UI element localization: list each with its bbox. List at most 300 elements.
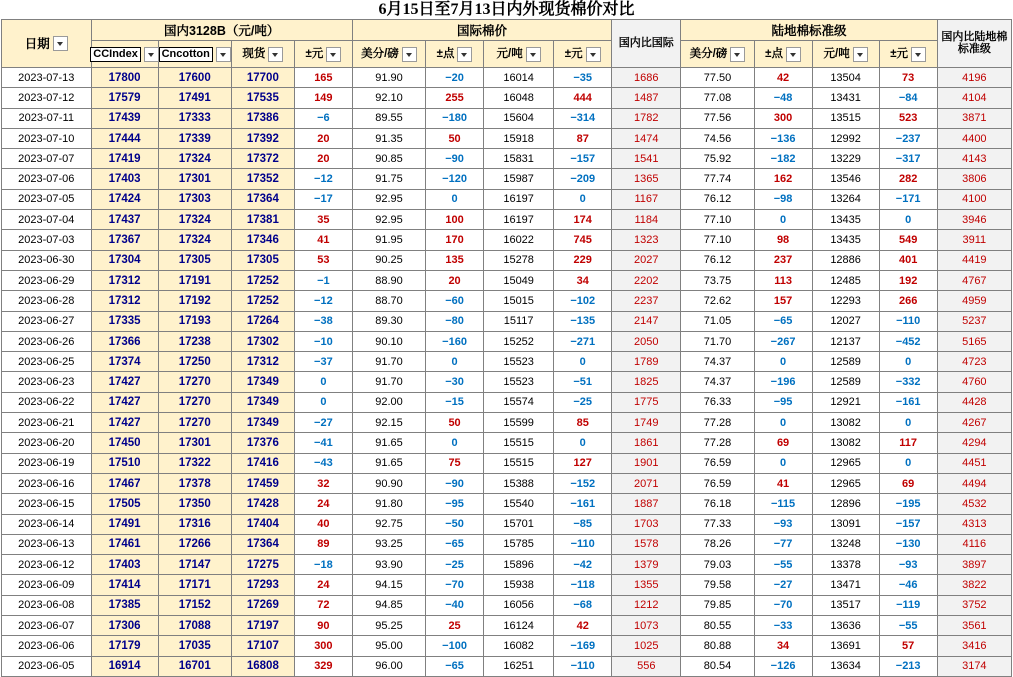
header-delta-point-1-label: ±点 xyxy=(436,48,455,60)
header-cents-lb-2[interactable] xyxy=(681,41,754,68)
header-ratio-domestic-land xyxy=(937,20,1011,68)
cell-ratio-domestic-intl: 1887 xyxy=(612,494,681,514)
table-row xyxy=(2,108,1012,128)
cell-cents-lb-2: 76.18 xyxy=(681,494,754,514)
cell-cncotton: 17270 xyxy=(158,413,231,433)
cell-delta-yuan-3: 266 xyxy=(879,291,937,311)
header-delta-yuan-1-label: ±元 xyxy=(305,48,324,60)
filter-dropdown-icon[interactable] xyxy=(586,47,601,62)
cell-ccindex: 17414 xyxy=(91,575,158,595)
cell-cents-lb-1: 93.25 xyxy=(352,534,425,554)
cell-cncotton: 17316 xyxy=(158,514,231,534)
cell-delta-yuan-2: −209 xyxy=(554,169,612,189)
cell-yuan-ton-1: 15918 xyxy=(484,128,554,148)
cell-ratio-domestic-intl: 1861 xyxy=(612,433,681,453)
cell-ratio-domestic-land: 4760 xyxy=(937,372,1011,392)
cell-delta-point-1: −25 xyxy=(426,555,484,575)
filter-dropdown-icon[interactable] xyxy=(457,47,472,62)
cell-delta-yuan-3: −110 xyxy=(879,311,937,331)
cell-yuan-ton-1: 15785 xyxy=(484,534,554,554)
table-row xyxy=(2,189,1012,209)
cell-cents-lb-1: 91.65 xyxy=(352,453,425,473)
cell-delta-yuan-2: 174 xyxy=(554,210,612,230)
cell-yuan-ton-1: 16082 xyxy=(484,636,554,656)
cell-cents-lb-2: 80.88 xyxy=(681,636,754,656)
cell-cents-lb-2: 75.92 xyxy=(681,149,754,169)
cell-delta-point-1: 25 xyxy=(426,616,484,636)
header-date[interactable] xyxy=(2,20,92,68)
cell-delta-point-2: 0 xyxy=(754,453,812,473)
cell-ratio-domestic-land: 3561 xyxy=(937,616,1011,636)
cell-ratio-domestic-intl: 1789 xyxy=(612,352,681,372)
table-row xyxy=(2,555,1012,575)
cell-ratio-domestic-intl: 1686 xyxy=(612,68,681,88)
cell-cncotton: 17238 xyxy=(158,331,231,351)
cell-delta-yuan-3: 523 xyxy=(879,108,937,128)
cell-yuan-ton-1: 15015 xyxy=(484,291,554,311)
cell-ccindex: 17461 xyxy=(91,534,158,554)
cell-delta-yuan-1: −6 xyxy=(294,108,352,128)
cell-yuan-ton-1: 16056 xyxy=(484,595,554,615)
cell-date: 2023-06-12 xyxy=(2,555,92,575)
cell-delta-yuan-1: 149 xyxy=(294,88,352,108)
cell-delta-point-2: −55 xyxy=(754,555,812,575)
cell-delta-yuan-1: 0 xyxy=(294,372,352,392)
header-date-label: 日期 xyxy=(24,36,50,51)
cell-delta-yuan-3: 0 xyxy=(879,453,937,473)
cell-date: 2023-06-20 xyxy=(2,433,92,453)
cell-cents-lb-1: 90.10 xyxy=(352,331,425,351)
cell-ccindex: 17467 xyxy=(91,473,158,493)
cell-delta-point-1: 75 xyxy=(426,453,484,473)
cell-ratio-domestic-land: 3911 xyxy=(937,230,1011,250)
cell-ccindex: 17437 xyxy=(91,210,158,230)
cell-date: 2023-06-05 xyxy=(2,656,92,676)
cell-yuan-ton-1: 15574 xyxy=(484,392,554,412)
header-yuan-ton-2[interactable] xyxy=(812,41,879,68)
cell-delta-yuan-2: 444 xyxy=(554,88,612,108)
cell-spot: 17381 xyxy=(231,210,294,230)
cell-yuan-ton-1: 15831 xyxy=(484,149,554,169)
cell-delta-point-2: 34 xyxy=(754,636,812,656)
cell-cncotton: 16701 xyxy=(158,656,231,676)
cell-yuan-ton-1: 15278 xyxy=(484,250,554,270)
cell-delta-yuan-3: 117 xyxy=(879,433,937,453)
cell-delta-yuan-1: 90 xyxy=(294,616,352,636)
cell-delta-yuan-1: 41 xyxy=(294,230,352,250)
cell-ratio-domestic-land: 3416 xyxy=(937,636,1011,656)
table-row xyxy=(2,88,1012,108)
cell-delta-point-2: −136 xyxy=(754,128,812,148)
cell-delta-yuan-3: 69 xyxy=(879,473,937,493)
cell-delta-yuan-1: 0 xyxy=(294,392,352,412)
cell-cncotton: 17270 xyxy=(158,372,231,392)
table-row xyxy=(2,68,1012,88)
cell-date: 2023-07-03 xyxy=(2,230,92,250)
filter-dropdown-icon[interactable] xyxy=(268,47,283,62)
header-ccindex-label: CCIndex xyxy=(90,47,141,62)
header-cents-lb-1[interactable] xyxy=(352,41,425,68)
cell-ratio-domestic-intl: 1025 xyxy=(612,636,681,656)
cell-spot: 17364 xyxy=(231,534,294,554)
cell-delta-yuan-2: −85 xyxy=(554,514,612,534)
cell-cents-lb-1: 90.85 xyxy=(352,149,425,169)
cell-cents-lb-1: 89.55 xyxy=(352,108,425,128)
table-row xyxy=(2,473,1012,493)
header-delta-yuan-3[interactable] xyxy=(879,41,937,68)
header-ratio-domestic-land-label: 国内比陆地棉标准级 xyxy=(941,31,1008,55)
cell-spot: 17312 xyxy=(231,352,294,372)
cell-delta-yuan-2: −161 xyxy=(554,494,612,514)
cell-cents-lb-1: 94.85 xyxy=(352,595,425,615)
cell-cents-lb-2: 78.26 xyxy=(681,534,754,554)
cell-yuan-ton-2: 13517 xyxy=(812,595,879,615)
cell-yuan-ton-2: 12589 xyxy=(812,372,879,392)
cell-yuan-ton-1: 15987 xyxy=(484,169,554,189)
cell-delta-yuan-2: −271 xyxy=(554,331,612,351)
cell-ccindex: 17491 xyxy=(91,514,158,534)
cell-delta-yuan-2: −51 xyxy=(554,372,612,392)
cell-delta-yuan-1: −10 xyxy=(294,331,352,351)
cell-yuan-ton-2: 13378 xyxy=(812,555,879,575)
cell-ratio-domestic-land: 5165 xyxy=(937,331,1011,351)
cell-delta-point-2: −70 xyxy=(754,595,812,615)
cell-date: 2023-07-05 xyxy=(2,189,92,209)
cell-yuan-ton-2: 13082 xyxy=(812,433,879,453)
cell-delta-yuan-1: 20 xyxy=(294,128,352,148)
filter-dropdown-icon[interactable] xyxy=(402,47,417,62)
cell-delta-yuan-3: 401 xyxy=(879,250,937,270)
cell-date: 2023-06-08 xyxy=(2,595,92,615)
table-row xyxy=(2,149,1012,169)
cell-ratio-domestic-land: 3806 xyxy=(937,169,1011,189)
cell-yuan-ton-1: 15604 xyxy=(484,108,554,128)
cell-ratio-domestic-land: 4451 xyxy=(937,453,1011,473)
table-row xyxy=(2,128,1012,148)
cell-cents-lb-2: 71.05 xyxy=(681,311,754,331)
cell-ratio-domestic-intl: 556 xyxy=(612,656,681,676)
cell-ccindex: 17427 xyxy=(91,392,158,412)
cell-cents-lb-2: 77.28 xyxy=(681,413,754,433)
cell-delta-point-2: −115 xyxy=(754,494,812,514)
cell-date: 2023-07-04 xyxy=(2,210,92,230)
cell-spot: 17459 xyxy=(231,473,294,493)
cell-cents-lb-2: 77.10 xyxy=(681,210,754,230)
cell-delta-yuan-3: −332 xyxy=(879,372,937,392)
cell-ratio-domestic-intl: 2050 xyxy=(612,331,681,351)
filter-dropdown-icon[interactable] xyxy=(53,36,68,51)
cell-date: 2023-07-07 xyxy=(2,149,92,169)
cell-ratio-domestic-land: 4100 xyxy=(937,189,1011,209)
cell-delta-yuan-1: 300 xyxy=(294,636,352,656)
cell-ccindex: 17800 xyxy=(91,68,158,88)
cell-delta-yuan-3: −93 xyxy=(879,555,937,575)
cell-cncotton: 17192 xyxy=(158,291,231,311)
cell-cncotton: 17193 xyxy=(158,311,231,331)
cell-cents-lb-2: 80.55 xyxy=(681,616,754,636)
cell-ccindex: 17419 xyxy=(91,149,158,169)
header-group-land: 陆地棉标准级 xyxy=(681,20,937,41)
cell-cncotton: 17301 xyxy=(158,169,231,189)
cell-delta-point-1: −30 xyxy=(426,372,484,392)
filter-dropdown-icon[interactable] xyxy=(326,47,341,62)
cell-cents-lb-2: 77.10 xyxy=(681,230,754,250)
cell-delta-point-2: −196 xyxy=(754,372,812,392)
table-row xyxy=(2,291,1012,311)
cell-cncotton: 17301 xyxy=(158,433,231,453)
cell-delta-point-2: 0 xyxy=(754,210,812,230)
cell-delta-yuan-2: −110 xyxy=(554,656,612,676)
filter-dropdown-icon[interactable] xyxy=(526,47,541,62)
cell-yuan-ton-2: 13504 xyxy=(812,68,879,88)
cell-cncotton: 17270 xyxy=(158,392,231,412)
cell-delta-yuan-1: 35 xyxy=(294,210,352,230)
cell-yuan-ton-2: 13634 xyxy=(812,656,879,676)
cell-ratio-domestic-land: 4116 xyxy=(937,534,1011,554)
cell-delta-yuan-1: −1 xyxy=(294,270,352,290)
cell-spot: 17107 xyxy=(231,636,294,656)
cell-yuan-ton-2: 12965 xyxy=(812,473,879,493)
page-title: 6月15日至7月13日内外现货棉价对比 xyxy=(378,1,635,18)
header-delta-point-2[interactable] xyxy=(754,41,812,68)
cell-ratio-domestic-intl: 1073 xyxy=(612,616,681,636)
cell-delta-yuan-2: −169 xyxy=(554,636,612,656)
cell-yuan-ton-2: 13435 xyxy=(812,230,879,250)
cell-cents-lb-2: 77.33 xyxy=(681,514,754,534)
cell-ccindex: 17367 xyxy=(91,230,158,250)
cell-delta-point-1: −160 xyxy=(426,331,484,351)
cell-delta-point-2: −65 xyxy=(754,311,812,331)
header-yuan-ton-1[interactable] xyxy=(484,41,554,68)
cell-delta-point-1: −20 xyxy=(426,68,484,88)
filter-dropdown-icon[interactable] xyxy=(216,47,231,62)
cell-delta-yuan-1: −43 xyxy=(294,453,352,473)
cell-ratio-domestic-land: 4104 xyxy=(937,88,1011,108)
cell-cents-lb-1: 89.30 xyxy=(352,311,425,331)
cell-delta-yuan-3: −161 xyxy=(879,392,937,412)
cell-cents-lb-2: 71.70 xyxy=(681,331,754,351)
cell-delta-yuan-3: −157 xyxy=(879,514,937,534)
cell-ccindex: 17424 xyxy=(91,189,158,209)
filter-dropdown-icon[interactable] xyxy=(786,47,801,62)
cell-cents-lb-1: 90.90 xyxy=(352,473,425,493)
cell-delta-point-1: 0 xyxy=(426,433,484,453)
cell-delta-point-1: 0 xyxy=(426,189,484,209)
cell-ccindex: 17366 xyxy=(91,331,158,351)
cell-ratio-domestic-intl: 2071 xyxy=(612,473,681,493)
cell-yuan-ton-2: 12137 xyxy=(812,331,879,351)
filter-dropdown-icon[interactable] xyxy=(730,47,745,62)
cell-yuan-ton-2: 12027 xyxy=(812,311,879,331)
cell-ratio-domestic-land: 3871 xyxy=(937,108,1011,128)
cell-delta-yuan-2: −314 xyxy=(554,108,612,128)
cell-delta-yuan-3: 57 xyxy=(879,636,937,656)
table-row xyxy=(2,169,1012,189)
cell-delta-point-2: 98 xyxy=(754,230,812,250)
cell-delta-yuan-1: 32 xyxy=(294,473,352,493)
cell-cents-lb-2: 76.12 xyxy=(681,189,754,209)
cell-delta-point-2: 42 xyxy=(754,68,812,88)
header-cents-lb-1-label: 美分/磅 xyxy=(361,48,399,60)
cell-delta-yuan-3: 549 xyxy=(879,230,937,250)
cell-delta-point-1: −80 xyxy=(426,311,484,331)
cell-delta-yuan-2: −42 xyxy=(554,555,612,575)
cell-spot: 17269 xyxy=(231,595,294,615)
cell-delta-yuan-2: −25 xyxy=(554,392,612,412)
cell-yuan-ton-2: 12293 xyxy=(812,291,879,311)
cell-delta-point-2: 162 xyxy=(754,169,812,189)
cell-date: 2023-06-25 xyxy=(2,352,92,372)
cell-ccindex: 17403 xyxy=(91,169,158,189)
cell-cncotton: 17303 xyxy=(158,189,231,209)
header-cncotton-label: Cncotton xyxy=(159,47,213,62)
header-cents-lb-2-label: 美分/磅 xyxy=(689,48,728,60)
cell-cents-lb-1: 91.35 xyxy=(352,128,425,148)
cell-delta-yuan-3: −317 xyxy=(879,149,937,169)
cell-cents-lb-2: 74.37 xyxy=(681,352,754,372)
cell-delta-point-2: 69 xyxy=(754,433,812,453)
cell-cents-lb-2: 77.56 xyxy=(681,108,754,128)
cell-ratio-domestic-intl: 2202 xyxy=(612,270,681,290)
header-group-international: 国际棉价 xyxy=(352,20,611,41)
cell-cents-lb-2: 74.37 xyxy=(681,372,754,392)
cell-delta-point-1: −40 xyxy=(426,595,484,615)
header-cncotton[interactable] xyxy=(158,41,231,68)
cell-ratio-domestic-intl: 1749 xyxy=(612,413,681,433)
cell-ratio-domestic-intl: 1365 xyxy=(612,169,681,189)
cell-delta-yuan-2: −102 xyxy=(554,291,612,311)
cell-ccindex: 17312 xyxy=(91,291,158,311)
cell-cncotton: 17322 xyxy=(158,453,231,473)
cell-ratio-domestic-intl: 2027 xyxy=(612,250,681,270)
cell-yuan-ton-2: 12886 xyxy=(812,250,879,270)
cell-yuan-ton-2: 13435 xyxy=(812,210,879,230)
cell-delta-yuan-3: −237 xyxy=(879,128,937,148)
cell-yuan-ton-1: 15938 xyxy=(484,575,554,595)
cell-delta-point-1: −100 xyxy=(426,636,484,656)
header-group-domestic: 国内3128B（元/吨） xyxy=(91,20,352,41)
cell-ratio-domestic-land: 5237 xyxy=(937,311,1011,331)
cell-yuan-ton-2: 13248 xyxy=(812,534,879,554)
cell-delta-point-1: −90 xyxy=(426,149,484,169)
cell-delta-yuan-1: 40 xyxy=(294,514,352,534)
filter-dropdown-icon[interactable] xyxy=(911,47,926,62)
cell-cents-lb-1: 91.90 xyxy=(352,68,425,88)
filter-dropdown-icon[interactable] xyxy=(144,47,159,62)
cell-cents-lb-1: 95.00 xyxy=(352,636,425,656)
cell-date: 2023-07-10 xyxy=(2,128,92,148)
cell-cents-lb-1: 91.80 xyxy=(352,494,425,514)
table-row xyxy=(2,392,1012,412)
table-row xyxy=(2,514,1012,534)
cell-delta-yuan-2: 42 xyxy=(554,616,612,636)
cell-date: 2023-06-14 xyxy=(2,514,92,534)
cell-delta-yuan-1: 329 xyxy=(294,656,352,676)
cell-yuan-ton-2: 12921 xyxy=(812,392,879,412)
cell-cents-lb-1: 88.70 xyxy=(352,291,425,311)
cell-spot: 17376 xyxy=(231,433,294,453)
cell-delta-point-2: −33 xyxy=(754,616,812,636)
cell-delta-yuan-2: −118 xyxy=(554,575,612,595)
header-ccindex[interactable] xyxy=(91,41,158,68)
cell-ratio-domestic-land: 4419 xyxy=(937,250,1011,270)
cell-delta-yuan-1: −17 xyxy=(294,189,352,209)
cell-delta-point-1: 170 xyxy=(426,230,484,250)
cell-ccindex: 17374 xyxy=(91,352,158,372)
cell-ratio-domestic-intl: 1474 xyxy=(612,128,681,148)
cell-ratio-domestic-land: 3822 xyxy=(937,575,1011,595)
cell-spot: 17416 xyxy=(231,453,294,473)
cell-spot: 17305 xyxy=(231,250,294,270)
cell-ratio-domestic-intl: 1578 xyxy=(612,534,681,554)
cell-delta-point-2: −126 xyxy=(754,656,812,676)
cell-delta-point-1: −90 xyxy=(426,473,484,493)
cell-delta-yuan-1: −18 xyxy=(294,555,352,575)
cell-spot: 17428 xyxy=(231,494,294,514)
cell-delta-yuan-2: 34 xyxy=(554,270,612,290)
cell-delta-yuan-1: 72 xyxy=(294,595,352,615)
cell-delta-yuan-2: 87 xyxy=(554,128,612,148)
table-row xyxy=(2,433,1012,453)
cell-ratio-domestic-land: 4532 xyxy=(937,494,1011,514)
cell-date: 2023-06-19 xyxy=(2,453,92,473)
table-row xyxy=(2,210,1012,230)
cell-cncotton: 17324 xyxy=(158,230,231,250)
table-row xyxy=(2,534,1012,554)
cell-spot: 17252 xyxy=(231,270,294,290)
cell-ratio-domestic-land: 4723 xyxy=(937,352,1011,372)
cell-cncotton: 17324 xyxy=(158,149,231,169)
cell-delta-yuan-2: 127 xyxy=(554,453,612,473)
cell-ratio-domestic-intl: 1379 xyxy=(612,555,681,575)
header-delta-yuan-2[interactable] xyxy=(554,41,612,68)
cell-ratio-domestic-land: 4767 xyxy=(937,270,1011,290)
header-spot[interactable] xyxy=(231,41,294,68)
cell-yuan-ton-1: 15515 xyxy=(484,433,554,453)
cell-date: 2023-06-07 xyxy=(2,616,92,636)
cell-yuan-ton-1: 15896 xyxy=(484,555,554,575)
table-group-header-row xyxy=(2,20,1012,41)
cell-yuan-ton-2: 13229 xyxy=(812,149,879,169)
cell-date: 2023-06-29 xyxy=(2,270,92,290)
cell-cncotton: 17600 xyxy=(158,68,231,88)
cell-yuan-ton-2: 13431 xyxy=(812,88,879,108)
cell-cents-lb-2: 80.54 xyxy=(681,656,754,676)
table-row xyxy=(2,494,1012,514)
cell-delta-point-1: 50 xyxy=(426,413,484,433)
cell-cents-lb-2: 76.59 xyxy=(681,473,754,493)
cell-delta-yuan-3: 0 xyxy=(879,413,937,433)
cell-yuan-ton-1: 15252 xyxy=(484,331,554,351)
cell-date: 2023-06-06 xyxy=(2,636,92,656)
header-delta-yuan-1[interactable] xyxy=(294,41,352,68)
cell-ratio-domestic-intl: 1323 xyxy=(612,230,681,250)
cell-ratio-domestic-intl: 1775 xyxy=(612,392,681,412)
cell-delta-point-2: −77 xyxy=(754,534,812,554)
cell-delta-point-2: −98 xyxy=(754,189,812,209)
header-delta-point-1[interactable] xyxy=(426,41,484,68)
header-delta-yuan-3-label: ±元 xyxy=(890,48,909,60)
cell-delta-point-2: 157 xyxy=(754,291,812,311)
cell-cncotton: 17266 xyxy=(158,534,231,554)
cell-ccindex: 17385 xyxy=(91,595,158,615)
cell-cncotton: 17035 xyxy=(158,636,231,656)
cell-delta-yuan-3: −213 xyxy=(879,656,937,676)
cell-delta-yuan-3: −452 xyxy=(879,331,937,351)
cell-delta-yuan-2: 745 xyxy=(554,230,612,250)
filter-dropdown-icon[interactable] xyxy=(853,47,868,62)
cell-yuan-ton-1: 16022 xyxy=(484,230,554,250)
